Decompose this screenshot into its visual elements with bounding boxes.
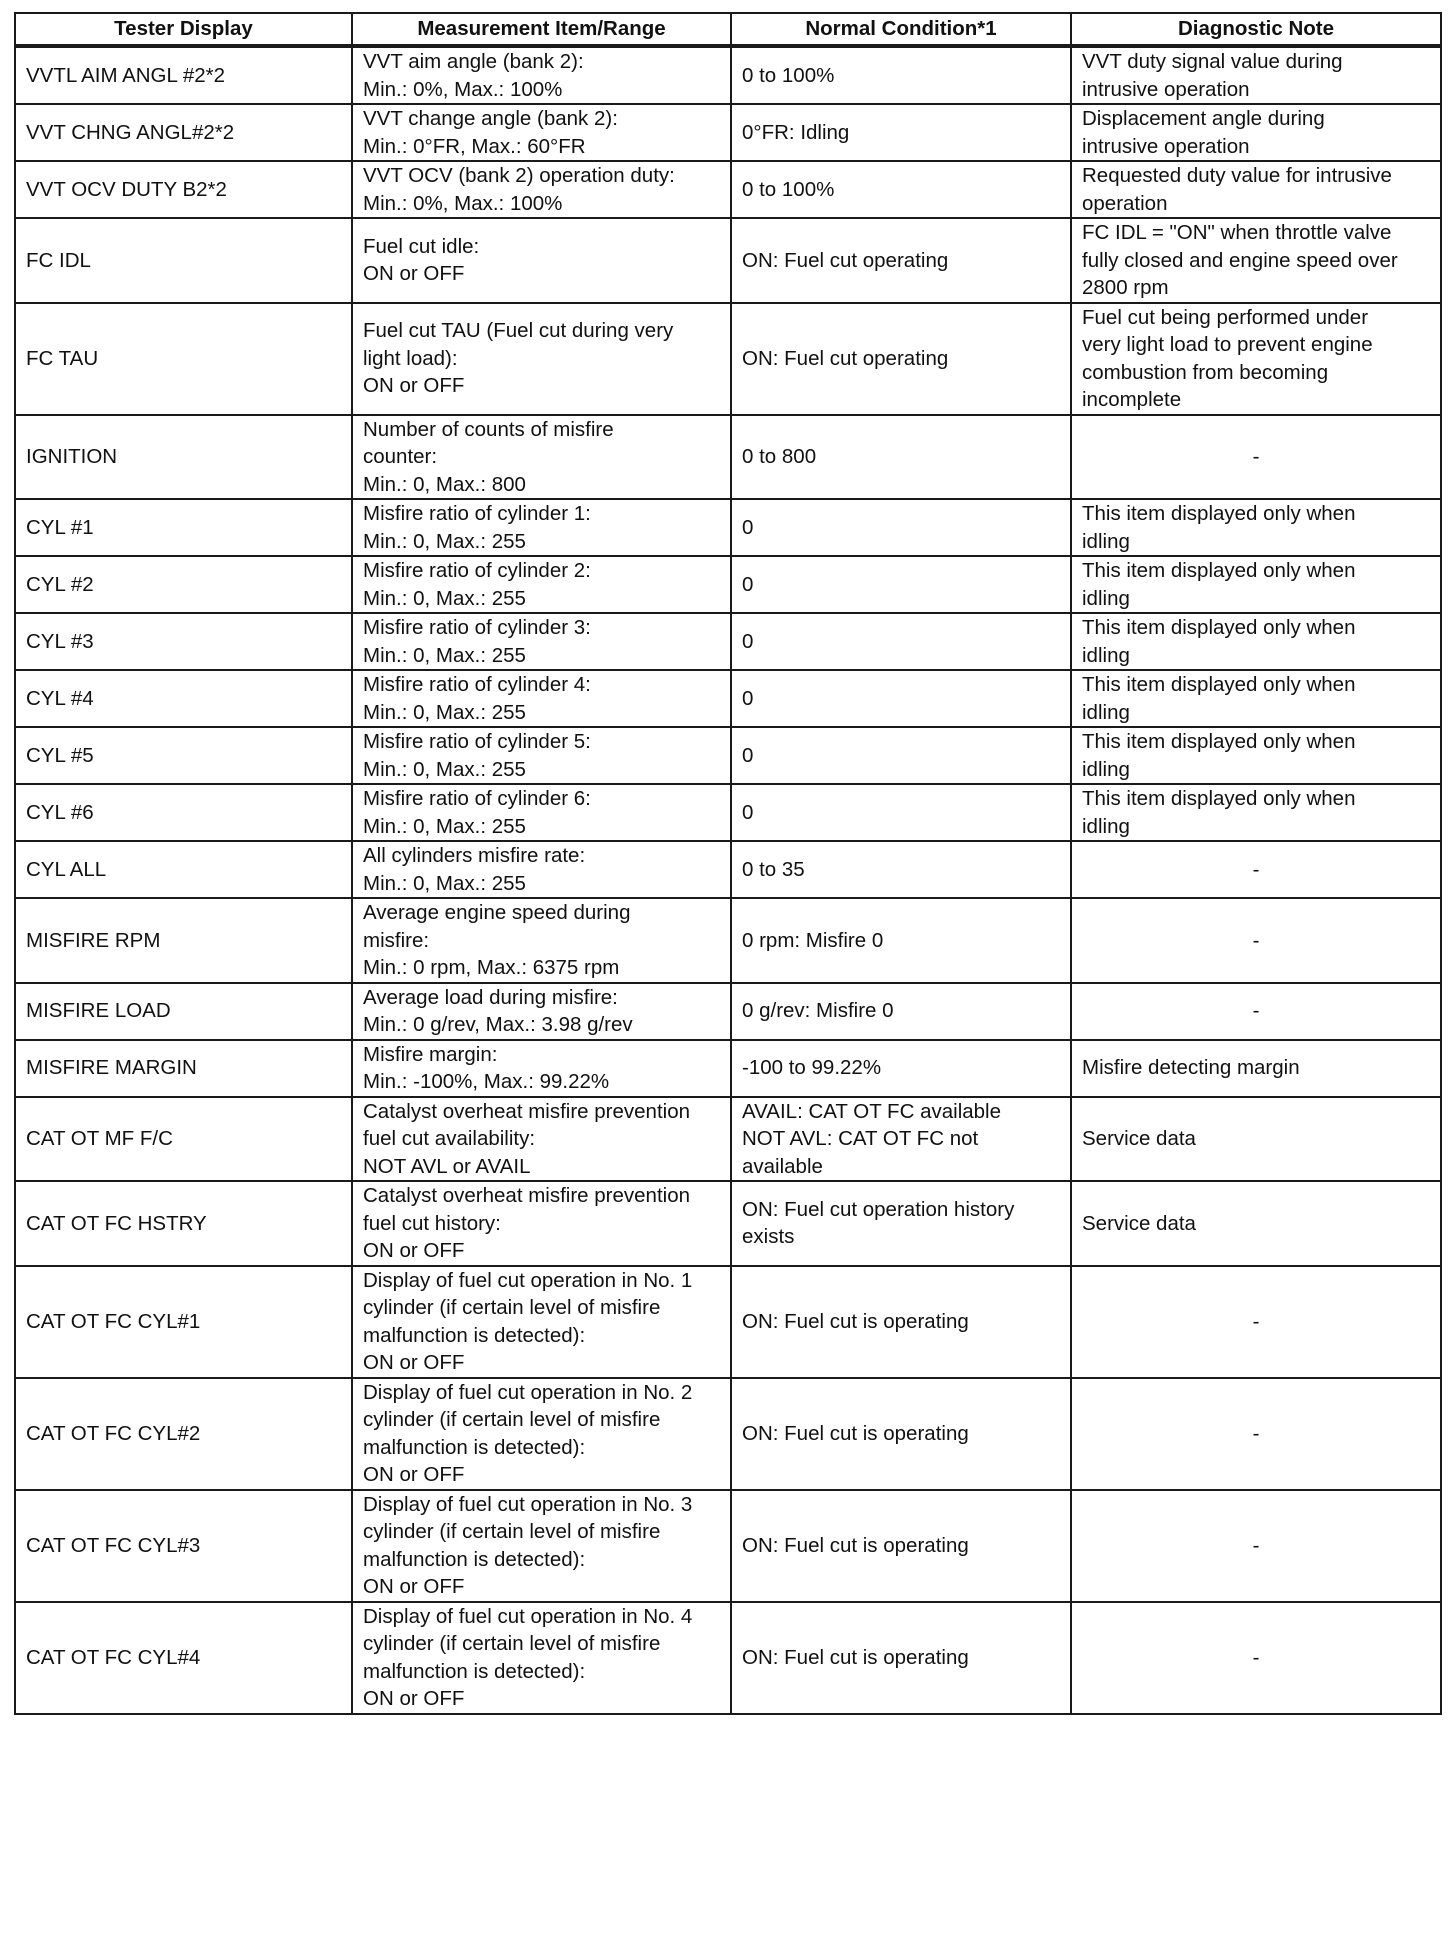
diagnostic-note-cell: - bbox=[1071, 841, 1441, 898]
table-row bbox=[15, 161, 1441, 218]
normal-condition-cell: 0 to 100% bbox=[731, 46, 1071, 104]
normal-condition-cell: 0 bbox=[731, 499, 1071, 556]
normal-condition-cell: ON: Fuel cut operating bbox=[731, 218, 1071, 303]
diagnostic-note-cell: - bbox=[1071, 1490, 1441, 1602]
measurement-cell: Display of fuel cut operation in No. 2 cylinder (if certain level of misfire malfunction is detected): ON or OFF bbox=[352, 1378, 731, 1490]
table-row bbox=[15, 613, 1441, 670]
diagnostic-note-cell: Requested duty value for intrusive operation bbox=[1071, 161, 1441, 218]
measurement-cell: VVT aim angle (bank 2): Min.: 0%, Max.: 100% bbox=[352, 46, 731, 104]
measurement-cell: Misfire margin: Min.: -100%, Max.: 99.22% bbox=[352, 1040, 731, 1097]
tester-display-cell: CAT OT FC HSTRY bbox=[15, 1181, 352, 1266]
normal-condition-cell: 0 bbox=[731, 784, 1071, 841]
normal-condition-cell: 0 to 800 bbox=[731, 415, 1071, 500]
measurement-cell: Misfire ratio of cylinder 3: Min.: 0, Max.: 255 bbox=[352, 613, 731, 670]
diagnostic-note-cell: - bbox=[1071, 1602, 1441, 1714]
tester-display-cell: CAT OT FC CYL#2 bbox=[15, 1378, 352, 1490]
measurement-cell: Display of fuel cut operation in No. 1 cylinder (if certain level of misfire malfunction is detected): ON or OFF bbox=[352, 1266, 731, 1378]
tester-display-cell: CAT OT FC CYL#4 bbox=[15, 1602, 352, 1714]
normal-condition-cell: 0 bbox=[731, 727, 1071, 784]
diagnostic-note-cell: This item displayed only when idling bbox=[1071, 784, 1441, 841]
diagnostic-note-cell: Displacement angle during intrusive operation bbox=[1071, 104, 1441, 161]
table-row bbox=[15, 46, 1441, 104]
measurement-cell: All cylinders misfire rate: Min.: 0, Max.: 255 bbox=[352, 841, 731, 898]
diagnostic-note-cell: - bbox=[1071, 1378, 1441, 1490]
table-row bbox=[15, 556, 1441, 613]
normal-condition-cell: ON: Fuel cut operating bbox=[731, 303, 1071, 415]
measurement-cell: Fuel cut TAU (Fuel cut during very light load): ON or OFF bbox=[352, 303, 731, 415]
tester-display-cell: CYL ALL bbox=[15, 841, 352, 898]
data-list-sheet bbox=[14, 12, 1440, 1715]
table-row bbox=[15, 218, 1441, 303]
diagnostic-note-cell: This item displayed only when idling bbox=[1071, 613, 1441, 670]
tester-display-cell: CAT OT MF F/C bbox=[15, 1097, 352, 1182]
table-row bbox=[15, 104, 1441, 161]
tester-data-table bbox=[14, 12, 1442, 1715]
tester-display-cell: FC IDL bbox=[15, 218, 352, 303]
normal-condition-cell: ON: Fuel cut operation history exists bbox=[731, 1181, 1071, 1266]
measurement-cell: Misfire ratio of cylinder 2: Min.: 0, Max.: 255 bbox=[352, 556, 731, 613]
measurement-cell: Catalyst overheat misfire prevention fuel cut history: ON or OFF bbox=[352, 1181, 731, 1266]
table-row bbox=[15, 670, 1441, 727]
normal-condition-cell: AVAIL: CAT OT FC available NOT AVL: CAT OT FC not available bbox=[731, 1097, 1071, 1182]
diagnostic-note-cell: Service data bbox=[1071, 1097, 1441, 1182]
normal-condition-cell: 0 rpm: Misfire 0 bbox=[731, 898, 1071, 983]
measurement-cell: Display of fuel cut operation in No. 4 cylinder (if certain level of misfire malfunction is detected): ON or OFF bbox=[352, 1602, 731, 1714]
normal-condition-cell: ON: Fuel cut is operating bbox=[731, 1490, 1071, 1602]
header-diagnostic-note: Diagnostic Note bbox=[1071, 13, 1441, 46]
table-row bbox=[15, 1266, 1441, 1378]
table-row bbox=[15, 1040, 1441, 1097]
table-row bbox=[15, 983, 1441, 1040]
normal-condition-cell: 0 to 35 bbox=[731, 841, 1071, 898]
diagnostic-note-cell: This item displayed only when idling bbox=[1071, 727, 1441, 784]
diagnostic-note-cell: Service data bbox=[1071, 1181, 1441, 1266]
tester-display-cell: VVT OCV DUTY B2*2 bbox=[15, 161, 352, 218]
diagnostic-note-cell: Fuel cut being performed under very light load to prevent engine combustion from becoming incomplete bbox=[1071, 303, 1441, 415]
table-row bbox=[15, 898, 1441, 983]
normal-condition-cell: 0 g/rev: Misfire 0 bbox=[731, 983, 1071, 1040]
normal-condition-cell: ON: Fuel cut is operating bbox=[731, 1602, 1071, 1714]
measurement-cell: Catalyst overheat misfire prevention fuel cut availability: NOT AVL or AVAIL bbox=[352, 1097, 731, 1182]
normal-condition-cell: 0 to 100% bbox=[731, 161, 1071, 218]
table-row bbox=[15, 1097, 1441, 1182]
tester-display-cell: VVTL AIM ANGL #2*2 bbox=[15, 46, 352, 104]
normal-condition-cell: ON: Fuel cut is operating bbox=[731, 1378, 1071, 1490]
diagnostic-note-cell: - bbox=[1071, 983, 1441, 1040]
tester-display-cell: CYL #2 bbox=[15, 556, 352, 613]
header-normal-condition: Normal Condition*1 bbox=[731, 13, 1071, 46]
table-row bbox=[15, 1602, 1441, 1714]
normal-condition-cell: 0°FR: Idling bbox=[731, 104, 1071, 161]
table-row bbox=[15, 727, 1441, 784]
table-row bbox=[15, 1378, 1441, 1490]
tester-display-cell: FC TAU bbox=[15, 303, 352, 415]
tester-display-cell: CAT OT FC CYL#1 bbox=[15, 1266, 352, 1378]
table-row bbox=[15, 303, 1441, 415]
diagnostic-note-cell: - bbox=[1071, 1266, 1441, 1378]
diagnostic-note-cell: - bbox=[1071, 415, 1441, 500]
tester-display-cell: MISFIRE LOAD bbox=[15, 983, 352, 1040]
diagnostic-note-cell: Misfire detecting margin bbox=[1071, 1040, 1441, 1097]
measurement-cell: Misfire ratio of cylinder 5: Min.: 0, Max.: 255 bbox=[352, 727, 731, 784]
measurement-cell: VVT OCV (bank 2) operation duty: Min.: 0%, Max.: 100% bbox=[352, 161, 731, 218]
tester-display-cell: MISFIRE MARGIN bbox=[15, 1040, 352, 1097]
tester-display-cell: VVT CHNG ANGL#2*2 bbox=[15, 104, 352, 161]
tester-display-cell: CYL #1 bbox=[15, 499, 352, 556]
table-row bbox=[15, 1181, 1441, 1266]
diagnostic-note-cell: This item displayed only when idling bbox=[1071, 670, 1441, 727]
diagnostic-note-cell: FC IDL = "ON" when throttle valve fully closed and engine speed over 2800 rpm bbox=[1071, 218, 1441, 303]
tester-display-cell: CAT OT FC CYL#3 bbox=[15, 1490, 352, 1602]
tester-display-cell: CYL #5 bbox=[15, 727, 352, 784]
normal-condition-cell: ON: Fuel cut is operating bbox=[731, 1266, 1071, 1378]
table-row bbox=[15, 784, 1441, 841]
tester-display-cell: CYL #4 bbox=[15, 670, 352, 727]
table-header-row bbox=[15, 13, 1441, 46]
tester-display-cell: CYL #3 bbox=[15, 613, 352, 670]
measurement-cell: Average engine speed during misfire: Min.: 0 rpm, Max.: 6375 rpm bbox=[352, 898, 731, 983]
normal-condition-cell: 0 bbox=[731, 556, 1071, 613]
table-row bbox=[15, 499, 1441, 556]
normal-condition-cell: 0 bbox=[731, 670, 1071, 727]
measurement-cell: Misfire ratio of cylinder 4: Min.: 0, Max.: 255 bbox=[352, 670, 731, 727]
measurement-cell: VVT change angle (bank 2): Min.: 0°FR, Max.: 60°FR bbox=[352, 104, 731, 161]
measurement-cell: Display of fuel cut operation in No. 3 cylinder (if certain level of misfire malfunction is detected): ON or OFF bbox=[352, 1490, 731, 1602]
table-body bbox=[15, 46, 1441, 1714]
diagnostic-note-cell: VVT duty signal value during intrusive operation bbox=[1071, 46, 1441, 104]
diagnostic-note-cell: This item displayed only when idling bbox=[1071, 556, 1441, 613]
header-tester-display: Tester Display bbox=[15, 13, 352, 46]
tester-display-cell: CYL #6 bbox=[15, 784, 352, 841]
header-measurement-item: Measurement Item/Range bbox=[352, 13, 731, 46]
normal-condition-cell: 0 bbox=[731, 613, 1071, 670]
normal-condition-cell: -100 to 99.22% bbox=[731, 1040, 1071, 1097]
measurement-cell: Misfire ratio of cylinder 6: Min.: 0, Max.: 255 bbox=[352, 784, 731, 841]
measurement-cell: Fuel cut idle: ON or OFF bbox=[352, 218, 731, 303]
table-row bbox=[15, 415, 1441, 500]
diagnostic-note-cell: - bbox=[1071, 898, 1441, 983]
diagnostic-note-cell: This item displayed only when idling bbox=[1071, 499, 1441, 556]
measurement-cell: Number of counts of misfire counter: Min.: 0, Max.: 800 bbox=[352, 415, 731, 500]
tester-display-cell: MISFIRE RPM bbox=[15, 898, 352, 983]
measurement-cell: Average load during misfire: Min.: 0 g/rev, Max.: 3.98 g/rev bbox=[352, 983, 731, 1040]
table-row bbox=[15, 841, 1441, 898]
tester-display-cell: IGNITION bbox=[15, 415, 352, 500]
table-row bbox=[15, 1490, 1441, 1602]
measurement-cell: Misfire ratio of cylinder 1: Min.: 0, Max.: 255 bbox=[352, 499, 731, 556]
